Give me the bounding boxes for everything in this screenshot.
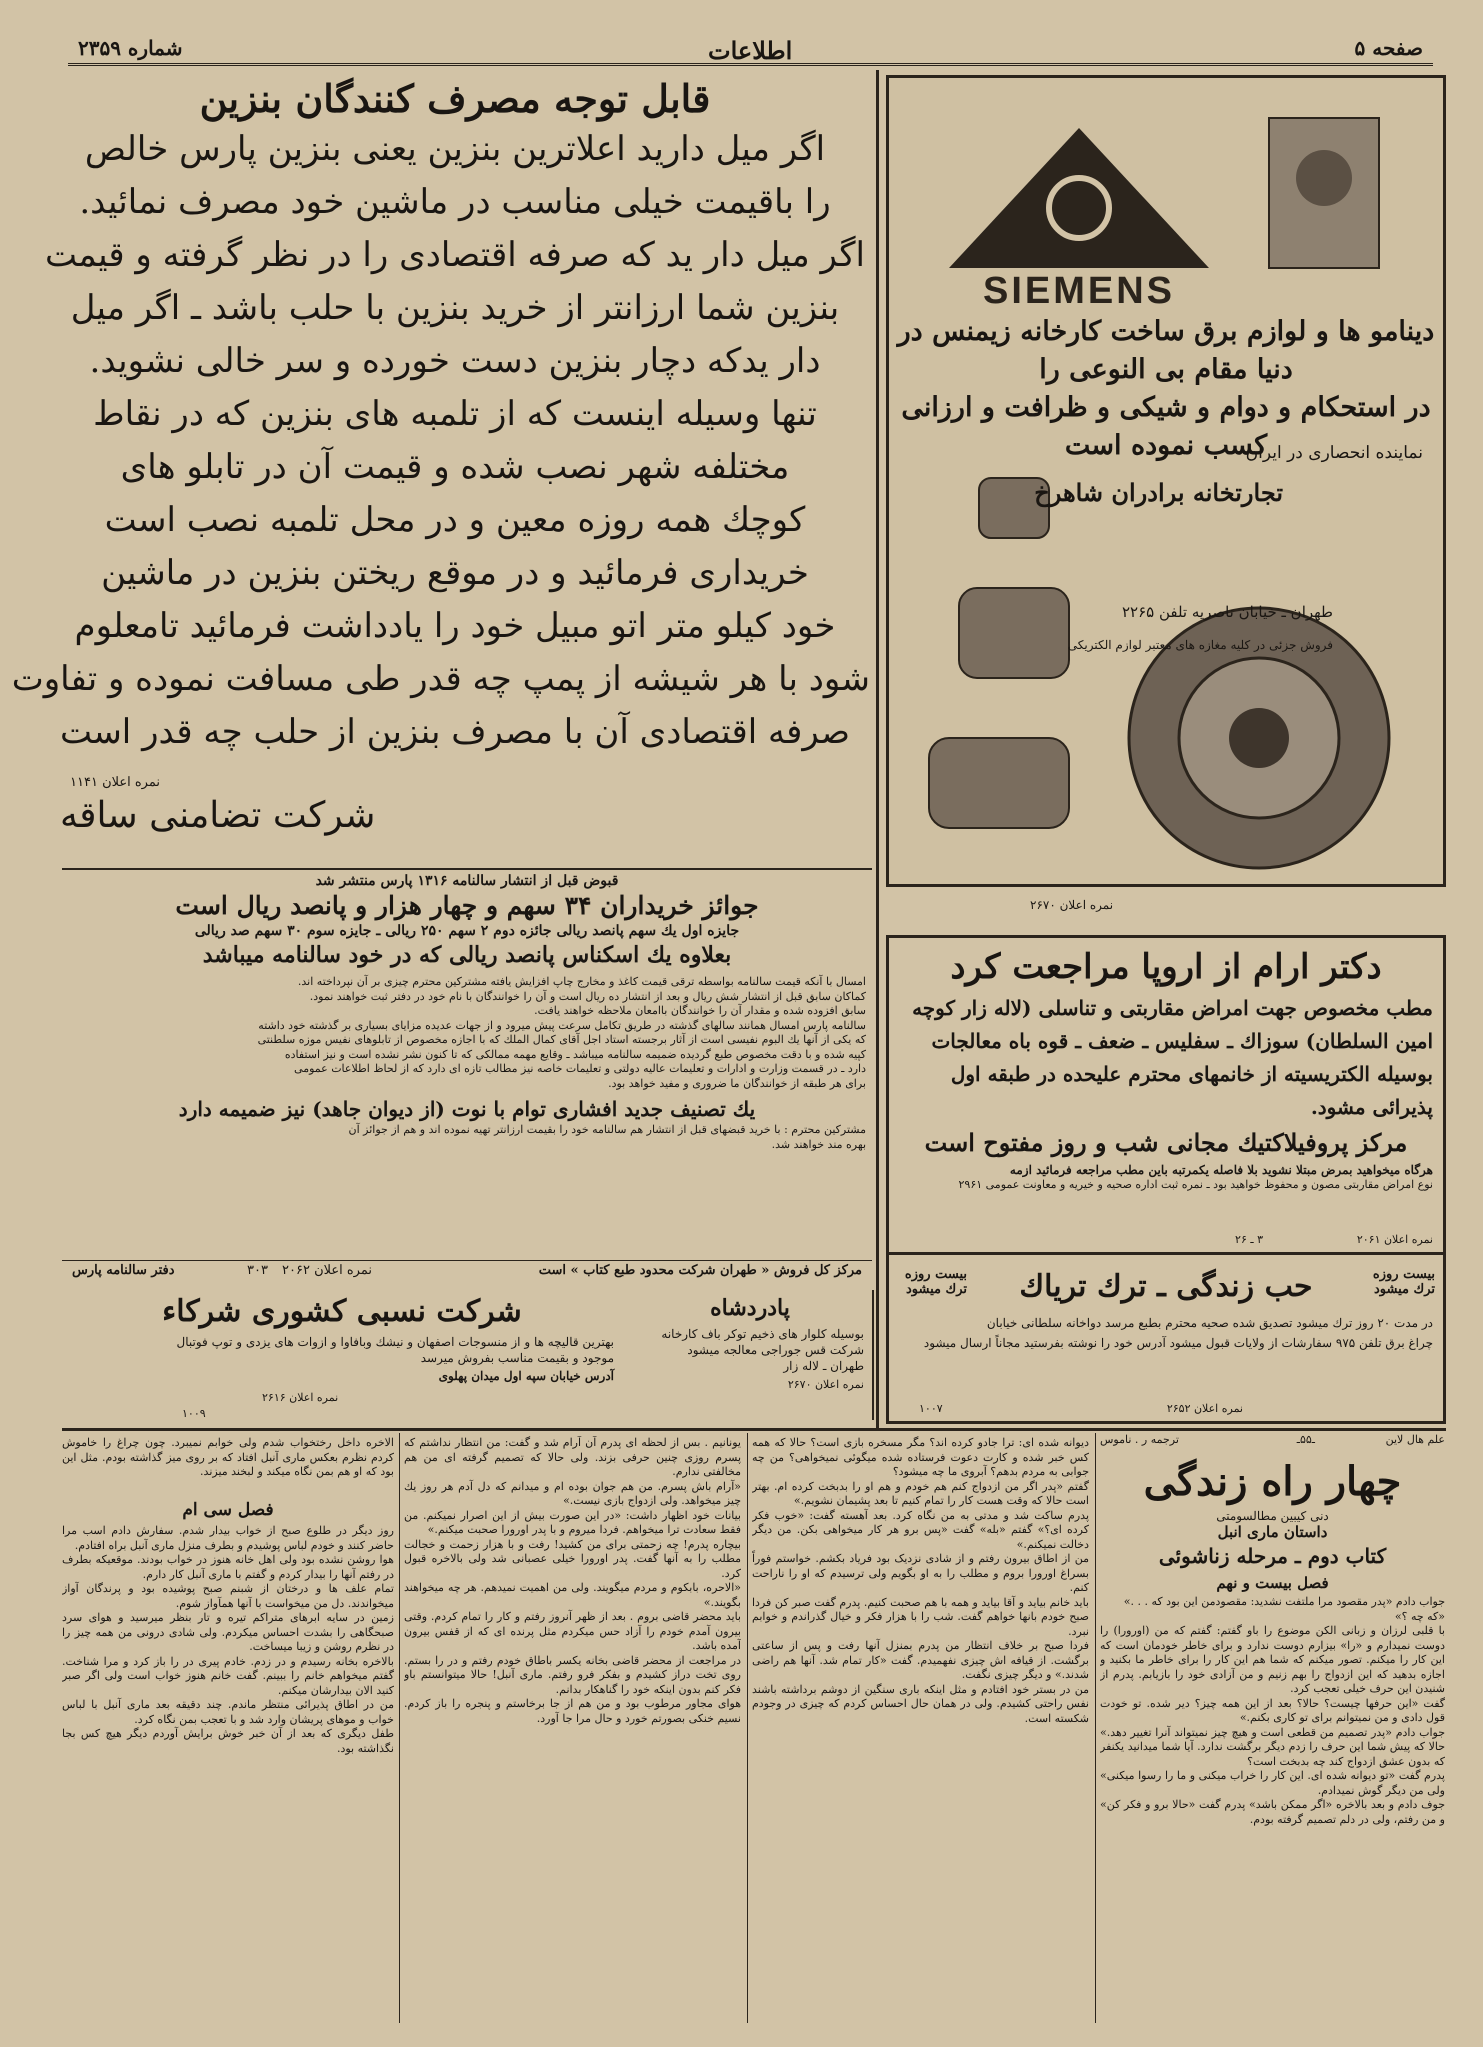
- pill-body: در مدت ۲۰ روز ترك میشود تصدیق شده صحیه محترم بطبع مرسد دواخانه سلطانی خیابان: [986, 1316, 1433, 1330]
- novel-rule-3: [399, 1433, 400, 2023]
- benzine-ad-number: نمره اعلان ۱۱۴۱: [70, 775, 160, 790]
- carpet-ref: ۱۰۰۹: [182, 1407, 206, 1420]
- almanac-paragraph: سالنامه پارس امسال همانند سالهای گذشته در طریق تکامل سرعت پیش میرود و از جهات عدیده مزایای بسیاری بر گذشته خود داشته: [258, 1018, 866, 1032]
- novel-paragraph: جواب دادم «پدر مقصود مرا ملتفت نشدید: مقصودمن این بود که . . .»: [1123, 1595, 1445, 1608]
- section-divider: [62, 1428, 1446, 1431]
- motor-illustration-top-wheel: [1296, 150, 1352, 206]
- novel-paragraph: با قلبی لرزان و زبانی الکن موضوع را باو گفتم: گفتم که من (اورورا) را دوست نمیدارم و «را» بیزارم دوست ندارد و برای خاطر خودمان است که این کار را میکنم. تصور میکنم که شما هم این کار را برای خاطر ما بکنید و اجازه بدهید که این ازدواج را بهم زنیم و من آزادی خود را بازیابم. پدرم از شنیدن این حرف خیلی تعجب کرد.: [1100, 1624, 1445, 1695]
- novel-paragraph: «الاحره، بابکوم و مردم میگویند. ولی من اهمیت نمیدهم. هر چه میخواهند بگویند.»: [404, 1581, 741, 1609]
- benzine-line: خود کیلو متر اتو مبیل خود را یادداشت فرمائید تامعلوم: [74, 606, 836, 646]
- foot-ad-body: [628, 1326, 872, 1374]
- novel-paragraph: باید خانم بیاید و آقا بیاید و همه با هم صحبت کنیم. پدرم گفت صبر کن فردا صبح خودم بانها خواهم گفت. شب را با هزار فکر و خیال گذراندم و خوابم نبرد.: [752, 1595, 1089, 1638]
- benzine-line: صرفه اقتصادی آن با مصرف بنزین از حلب چه قدر است: [59, 712, 851, 752]
- novel-meta: [1100, 1433, 1445, 1455]
- almanac-prizes: جایزه اول یك سهم پانصد ریالی جائزه دوم ۲ سهم ۲۵۰ ریالی ـ جایزه سوم ۳۰ سهم صد ریالی: [194, 923, 740, 939]
- novel-col2-text: [752, 1436, 1089, 2026]
- novel-paragraph: من از اطاق بیرون رفتم و از شادی نزدیک بود فریاد بکشم. خواستم فوراً بسراغ اورورا بروم و مطلب را به او بگویم ولی ترسیدم که او را ناراحت کنم.: [752, 1552, 1089, 1594]
- carpet-ad-line: بهترین قالیچه ها و از منسوجات اصفهان و نیشك وبافاوا و ازوات های یزدی و توپ فوتبال: [176, 1335, 614, 1349]
- novel-paragraph: من در بستر خود افتادم و مثل اینکه باری سنگین از دوشم برداشته باشند نفس راحتی کشیدم. ولی در همان حال احساس کردم که چیزی در وجودم شکسته است.: [752, 1682, 1089, 1725]
- novel-paragraph: تمام علف ها و درختان از شبنم صبح پوشیده بود و پرندگان آواز میخواندند. دل من میخواست با آنها همآواز شوم.: [62, 1582, 394, 1610]
- novel-chapter-2: فصل سی ام: [182, 1500, 274, 1520]
- page-number: صفحه ۵: [1354, 36, 1423, 60]
- doctor-subtitle: مرکز پروفیلاکتیك مجانی شب و روز مفتوح است: [924, 1128, 1408, 1157]
- doctor-line: بوسیله الکتریسیته از خانمهای محترم علیحده در طبقه اول پذیرائی مشود.: [950, 1062, 1433, 1119]
- novel-paragraph: «که چه ؟»: [1394, 1609, 1445, 1623]
- motor-illustration-small-2: [929, 738, 1069, 828]
- doctor-note-2: نوع امراض مقاربتی مصون و محفوظ خواهید بود ـ نمره ثبت اداره صحیه و خیریه و معاونت عمومی ۲۹۶۱: [958, 1178, 1433, 1191]
- doctor-title: دکتر ارام از اروپا مراجعت کرد: [950, 947, 1382, 987]
- almanac-top-note: قبوض قبل از انتشار سالنامه ۱۳۱۶ پارس منتشر شد: [315, 873, 619, 889]
- almanac-office-phone: ۳۰۳: [247, 1263, 268, 1278]
- novel-paragraph: من در اطاق پذیرائی منتظر ماندم. چند دقیقه بعد ماری آنبل با لباس خواب و موهای پریشان وارد شد و با تعجب بمن نگاه کرد.: [62, 1698, 394, 1726]
- novel-title: چهار راه زندگی: [1143, 1458, 1402, 1505]
- novel-paragraph: «آرام باش پسرم. من هم جوان بوده ام و میدانم که دل آدم هر روز یك چیز میخواهد. ولی ازدواج بازی نیست.»: [404, 1479, 741, 1507]
- novel-subtitle: داستان ماری انبل: [1217, 1523, 1328, 1541]
- foot-ad-line: بوسیله کلوار های ذخیم توکر باف کارخانه: [661, 1327, 864, 1341]
- novel-paragraph: روز دیگر در طلوع صبح از خواب بیدار شدم. سفارش دادم اسب مرا حاضر کنند و خودم لباس پوشیدم و بطرف منزل ماری آنبل براه افتادم.: [62, 1524, 394, 1552]
- siemens-line: در استحکام و دوام و شیکی و ظرافت و ارزانی کسب نموده است: [901, 392, 1431, 461]
- generator-illustration-axle: [1229, 708, 1289, 768]
- novel-number: ـ۵۵ـ: [1296, 1433, 1315, 1446]
- carpet-ad: [62, 1290, 622, 1420]
- pill-ad-number: نمره اعلان ۲۶۵۲: [1166, 1402, 1243, 1415]
- almanac-paragraph: برای هر طبقه از خوانندگان ما ضروری و مفید خواهد بود.: [608, 1076, 866, 1090]
- siemens-logo-triangle: [949, 128, 1209, 268]
- benzine-body: [11, 123, 870, 759]
- benzine-ad: [11, 75, 870, 865]
- newspaper-title: اطلاعات: [708, 36, 793, 65]
- novel-paragraph: پدرم ساکت شد و مدتی به من نگاه کرد. بعد آهسته گفت: «خوب فکر کرده ای؟» گفتم «بله» گفت «پس برو هر کار میخواهی بکن. من دیگر دخالت نمیکنم.»: [752, 1508, 1089, 1551]
- novel-paragraph: گفتم «پدر اگر من ازدواج کنم هم خودم و هم او را بدبخت کرده ام. بهتر است حالا که وقت هست کار را تمام کنیم تا بعد پشیمان نشویم.»: [752, 1479, 1089, 1507]
- novel-paragraph: الاخره داخل رختخواب شدم ولی خوابم نمیبرد. چون چراغ را خاموش کردم نظرم بعکس ماری آنبل افتاد که بر روی میز گذاشته بودم. مثل این بود که او هم بمن نگاه میکند و لبخند میزند.: [62, 1436, 394, 1478]
- novel-translator: ترجمه ر . ناموس: [1100, 1433, 1179, 1446]
- pill-right-note: بیست روزه ترك میشود: [1372, 1267, 1435, 1297]
- foot-ad-line: شرکت قس جوراجی معالجه میشود: [687, 1343, 864, 1357]
- foot-ad-line: طهران ـ لاله زار: [783, 1359, 864, 1373]
- almanac-extra: بعلاوه یك اسکناس پانصد ریالی که در خود سالنامه میباشد: [202, 942, 732, 968]
- carpet-ad-line: موجود و بقیمت مناسب بفروش میرسد: [420, 1351, 614, 1365]
- benzine-line: مختلفه شهر نصب شده و قیمت آن در تابلو های: [120, 447, 790, 487]
- novel-paragraph: دیوانه شده ای: ترا جادو کرده اند؟ مگر مسخره بازی است؟ حالا که همه کس خبر شده و کارت دعوت فرستاده شده میگوئی نمیخواهی؟ من چه جوابی به مردم بدهم؟ آبروی ما چه میشود؟: [752, 1436, 1089, 1478]
- doctor-note: هرگاه میخواهید بمرض مبتلا نشوید بلا فاصله یکمرتبه باین مطب مراجعه فرمائید ازمه: [1009, 1163, 1433, 1177]
- benzine-line: خریداری فرمائید و در موقع ریختن بنزین در ماشین: [101, 553, 809, 593]
- carpet-ad-address: آدرس خیابان سپه اول میدان پهلوی: [438, 1369, 614, 1383]
- almanac-body: [62, 971, 872, 1095]
- novel-paragraph: هوای مجاور مرطوب بود و من هم از جا برخاستم و پنجره را باز کردم. نسیم خنکی بصورتم خورد و حال مرا جا آورد.: [404, 1697, 741, 1725]
- novel-column-4: [62, 1436, 394, 2026]
- almanac-subscribers: مشترکین محترم : با خرید قبضهای قبل از انتشار هم سالنامه خود را بقیمت ارزانتر تهیه نموده اند و هم از جوائز آن: [348, 1123, 866, 1136]
- siemens-ad-number: نمره اعلان ۲۶۷۰: [1030, 898, 1114, 912]
- almanac-paragraph: کپیه شده و با دقت مخصوص طبع گردیده ضمیمه سالنامه میباشد ـ وقایع مهمه ممالکی که تا کنون نشر نشده است و نیز استفاده: [284, 1047, 866, 1061]
- pill-left-note: بیست روزه ترك میشود: [904, 1267, 967, 1297]
- doctor-line: امین السلطان) سوزاك ـ سفلیس ـ ضعف ـ قوه باه معالجات: [931, 1029, 1433, 1053]
- benzine-line: را باقیمت خیلی مناسب در ماشین خود مصرف نمائید.: [79, 182, 831, 222]
- benzine-headline: قابل توجه مصرف کنندگان بنزین: [199, 76, 711, 121]
- motor-illustration-small-1: [959, 588, 1069, 678]
- novel-rule-1: [1095, 1433, 1096, 2023]
- novel-col1-text: [1100, 1595, 1445, 2015]
- almanac-paragraph: کماکان سابق قبل از انتشار شش ریال و بعد از انتشار ده ریال است و آن را خوانندگان با نام خود در دفتر ثبت خواهند نمود.: [309, 989, 866, 1003]
- foot-ad: [628, 1290, 874, 1420]
- almanac-footer: [62, 1260, 872, 1278]
- almanac-ad-number: نمره اعلان ۲۰۶۲: [282, 1263, 372, 1278]
- novel-paragraph: بالاخره بخانه رسیدم و در زدم. خادم پیری در را باز کرد و مرا شناخت. گفتم میخواهم خانم را ببینم. گفت خانم هنوز خواب است ولی اگر صبر کنید الان بیدارشان میکنم.: [62, 1654, 394, 1697]
- novel-col4-text: [62, 1524, 394, 2024]
- novel-paragraph: یونانیم . بس از لحظه ای پدرم آن آرام شد و گفت: من انتظار نداشتم که پسرم روزی چنین حرفی بزند. ولی حالا که تصمیم گرفته ای من هم مخالفتی ندارم.: [404, 1436, 741, 1478]
- benzine-line: تنها وسیله اینست که از تلمبه های بنزین که در نقاط: [93, 394, 817, 434]
- novel-paragraph: زمین در سایه ابرهای متراکم تیره و تار بنظر میرسید و هوای سرد صبحگاهی را بشدت احساس میکردم. ولی شادی درونی من همه چیز را در نظرم روشن و زیبا میساخت.: [62, 1611, 394, 1653]
- doctor-line: مطب مخصوص جهت امراض مقاربتی و تناسلی (لاله زار کوچه: [912, 996, 1433, 1020]
- benzine-line: بنزین شما ارزانتر از خرید بنزین با حلب باشد ـ اگر میل: [70, 288, 840, 328]
- page-header: [68, 30, 1433, 66]
- novel-rule-2: [747, 1433, 748, 2023]
- almanac-center-label: مرکز کل فروش « طهران شرکت محدود طبع کتاب » است: [538, 1263, 862, 1278]
- column-divider: [876, 70, 879, 1430]
- almanac-paragraph: امسال با آنکه قیمت سالنامه بواسطه ترقی قیمت کاغذ و مخارج چاپ افزایش یافته مشترکین محترم چیزی بر آن نپرداخته اند.: [297, 975, 866, 988]
- novel-paragraph: هوا روشن نشده بود ولی اهل خانه هنوز در خواب بودند. موقعیکه بطرف در رفتم آنها را بیدار کردم و گفتم با ماری آنبل کار دارم.: [62, 1553, 394, 1581]
- siemens-ad: [886, 75, 1446, 887]
- almanac-office: دفتر سالنامه پارس: [72, 1263, 175, 1278]
- doctor-ad-number: نمره اعلان ۲۰۶۱: [1356, 1233, 1433, 1246]
- almanac-ad: [62, 868, 872, 1283]
- foot-ad-number: نمره اعلان ۲۶۷۰: [787, 1378, 864, 1391]
- pill-title: حب زندگی ـ ترك تریاك: [1019, 1269, 1313, 1304]
- novel-series: علم هال لاین: [1385, 1433, 1445, 1446]
- doctor-body: [889, 992, 1443, 1124]
- novel-chapter: فصل بیست و نهم: [1216, 1574, 1329, 1592]
- siemens-agent-label: نماینده انحصاری در ایران: [1245, 443, 1423, 463]
- almanac-paragraph: که یکی از آنها یك البوم نفیسی است از آثار برجسته استاد اجل آقای کمال الملك که با اجازه مخصوص از تابلوهای نفیس موزه سلطنتی: [257, 1033, 866, 1046]
- doctor-ref: ۳ ـ ۲۶: [1235, 1233, 1263, 1246]
- novel-paragraph: پدرم گفت «تو دیوانه شده ای. این کار را خراب میکنی و ما را رسوا میکنی» ولی من دیگر گوش نمیدادم.: [1100, 1769, 1445, 1797]
- carpet-ad-body: [62, 1334, 622, 1366]
- novel-book: کتاب دوم ـ مرحله زناشوئی: [1158, 1544, 1387, 1568]
- opium-pill-ad: [886, 1252, 1446, 1424]
- benzine-line: شود با هر شیشه از پمپ چه قدر طی مسافت نموده و تفاوت: [11, 659, 870, 699]
- benzine-line: اگر میل دارید اعلاترین بنزین یعنی بنزین پارس خالص: [84, 129, 826, 169]
- benzine-line: دار یدکه دچار بنزین دست خورده و سر خالی نشوید.: [89, 341, 821, 381]
- carpet-ad-title: شرکت نسبی کشوری شرکاء: [162, 1294, 522, 1329]
- almanac-paragraph: دارد ـ در قسمت وزارت و ادارات و تعلیمات عالیه دولتی و تعلیمات خاصه نیز مطالب تازه ای دارد که از لحاظ اطلاعات عمومی: [294, 1062, 866, 1075]
- almanac-subscribers-2: بهره مند خواهند شد.: [771, 1137, 866, 1151]
- novel-col3-text: [404, 1436, 741, 2026]
- novel-paragraph: در مراجعت از محضر قاضی بخانه یکسر باطاق خودم رفتم و در را بستم. روی تخت دراز کشیدم و بفکر فرو رفتم. ماری آنبل! حالا میتوانستم باو فکر کنم بدون اینکه خود را گناهکار بدانم.: [404, 1653, 741, 1696]
- foot-ad-title: پادردشاه: [710, 1295, 790, 1321]
- benzine-line: اگر میل دار ید که صرفه اقتصادی را در نظر گرفته و قیمت: [45, 235, 865, 275]
- siemens-address: طهران ـ خیابان ناصریه تلفن ۲۲۶۵: [1121, 603, 1333, 621]
- pill-body-2: چراغ برق تلفن ۹۷۵ سفارشات از ولایات قبول میشود آدرس خود را نوشته بفرستید مجاناً ارسال میشود: [923, 1336, 1433, 1350]
- siemens-logo-text: SIEMENS: [982, 270, 1176, 312]
- novel-paragraph: باید محضر قاضی بروم . بعد از ظهر آنروز رفتم و کار را تمام کردم. وقتی بیرون آمدم خودم را آزاد حس میکردم مثل پرنده ای که از قفس بیرون آمده باشد.: [404, 1610, 741, 1652]
- siemens-sales-note: فروش جزئی در کلیه مغازه های معتبر لوازم الکتریکی: [1067, 638, 1333, 652]
- novel-paragraph: طفل دیگری که بعد از آن خبر خوش برایش آوردم دیگر هیچ کس بجا نگذاشته بود.: [62, 1727, 394, 1755]
- benzine-line: کوچك همه روزه معین و در محل تلمبه نصب است: [104, 500, 806, 540]
- novel-paragraph: فردا صبح بر خلاف انتظار من پدرم بمنزل آنها رفت و پس از ساعتی برگشت. از قیافه اش چیزی نفهمیدم. گفت «کار تمام شد. آنها هم راضی شدند.» و دیگر چیزی نگفت.: [752, 1639, 1089, 1681]
- carpet-ad-number: نمره اعلان ۲۶۱۶: [262, 1391, 339, 1404]
- almanac-title: جوائز خریداران ۳۴ سهم و چهار هزار و پانصد ریال است: [175, 891, 759, 920]
- doctor-ad: [886, 935, 1446, 1255]
- almanac-subtitle: یك تصنیف جدید افشاری توام با نوت (از دیوان جاهد) نیز ضمیمه دارد: [178, 1097, 756, 1121]
- novel-paragraph: جوف دادم و بعد بالاخره «اگر ممکن باشد» پدرم گفت «حالا برو و فکر کن» و من رفتم، ولی در دلم تصمیم گرفته بودم.: [1100, 1798, 1445, 1826]
- novel-paragraph: بیچاره پدرم! چه زحمتی برای من کشید! رفت و با هزار زحمت و خجالت مطلب را به آنها گفت. پدر اورورا خیلی عصبانی شد ولی بالاخره قبول کرد.: [404, 1537, 741, 1580]
- novel-paragraph: جواب دادم «پدر تصمیم من قطعی است و هیچ چیز نمیتواند آنرا تغییر دهد.» حالا که پیش شما این حرف را زدم دیگر برگشت ندارد. آیا شما میدانید یکنفر که بدون عشق ازدواج کند چه بدبخت است؟: [1100, 1725, 1445, 1768]
- benzine-signature: شرکت تضامنی ساقه: [60, 795, 376, 836]
- novel-paragraph: گفت «این حرفها چیست؟ حالا؟ بعد از این همه چیز؟ دیر شده. تو خودت قول دادی و من نمیتوانم برای تو کاری بکنم.»: [1100, 1696, 1445, 1724]
- almanac-paragraph: سابق افزوده شده و مقدار آن را خوانندگان باامعان ملاحظه خواهند یافت.: [534, 1004, 866, 1017]
- novel-col4-intro: [62, 1436, 394, 1496]
- pill-ref: ۱۰۰۷: [919, 1402, 943, 1415]
- siemens-agent-name: تجارتخانه برادران شاهرخ: [1034, 478, 1283, 507]
- novel-author-line: دنی کیبین مطالسومتی: [1216, 1509, 1329, 1523]
- novel-paragraph: بیانات خود اظهار داشت: «در این صورت بیش از این اصرار نمیکنم. من فقط سعادت ترا میخواهم. فردا میروم و با پدر اورورا صحبت میکنم.»: [404, 1508, 741, 1536]
- issue-number: شماره ۲۳۵۹: [78, 36, 183, 60]
- siemens-line: دینامو ها و لوازم برق ساخت کارخانه زیمنس در دنیا مقام بی النوعی را: [897, 316, 1435, 385]
- novel-column-1: [1100, 1433, 1445, 2033]
